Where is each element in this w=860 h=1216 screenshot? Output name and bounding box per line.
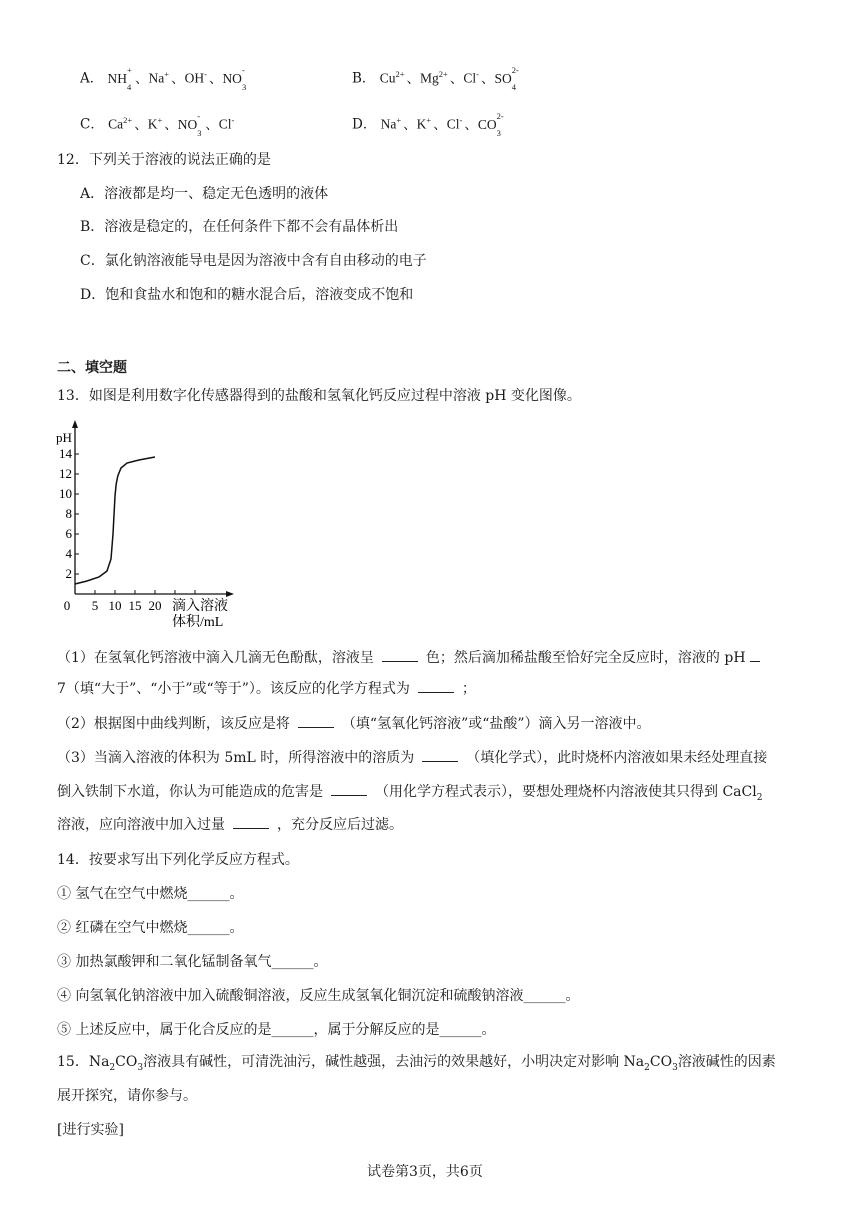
y-tick-label: 2 [65,566,72,581]
ion-mg: $Mg^{2+}$ [420,69,448,86]
option-letter: A． [80,70,104,87]
q14-item-2: ② 红磷在空气中燃烧______。 [57,920,244,936]
ion-cl: Cl- [446,115,463,132]
q13-stem: 13．如图是利用数字化传感器得到的盐酸和氢氧化钙反应过程中溶液 pH 变化图像。 [57,388,581,404]
option-d: D． Na+ 、K+ 、Cl- 、CO 2- 3 [352,110,504,138]
x-tick-label: 15 [128,598,142,613]
ion-na: Na+ [148,69,170,86]
ph-chart [50,418,250,638]
q14-item-3: ③ 加热氯酸钾和二氧化锰制备氧气______。 [57,954,328,970]
ion-no3: NO - 3 [177,110,202,138]
answer-blank[interactable] [233,816,269,829]
ion-so4: SO 2- 4 [494,64,519,92]
q14-item-5: ⑤ 上述反应中，属于化合反应的是______，属于分解反应的是______。 [57,1022,496,1038]
q13-part3-line1: （3）当滴入溶液的体积为 5mL 时，所得溶液中的溶质为 （填化学式），此时烧杯内溶液如果未经处理直接 [57,750,768,766]
ion-ca: $Ca^{2+}$ [108,115,133,132]
ion-na: Na+ [380,115,402,132]
x-tick-label: 5 [91,598,99,613]
option-b: B． $Cu^{2+}$ 、$Mg^{2+}$ 、Cl- 、SO 2- 4 [352,64,519,92]
q14-stem: 14．按要求写出下列化学反应方程式。 [57,852,299,868]
q15-line3: [进行实验] [57,1122,124,1138]
x-axis-label-line1: 滴入溶液 [172,599,228,614]
ion-cl: Cl- [218,115,235,132]
answer-blank[interactable] [422,749,458,762]
option-letter: B． [352,70,376,87]
y-tick-label: 12 [59,466,72,481]
q13-part1-line1: （1）在氢氧化钙溶液中滴入几滴无色酚酞，溶液呈 色；然后滴加稀盐酸至恰好完全反应时，溶液的 pH [57,648,760,668]
answer-blank[interactable] [382,649,418,662]
q15-line2: 展开探究，请你参与。 [57,1088,197,1104]
q15-line1: 15．$Na_2CO_3$溶液具有碱性，可清洗油污，碱性越强，去油污的效果越好，小明决定对影响 $Na_2CO_3$溶液碱性的因素 [57,1054,776,1073]
option-letter: C． [80,116,104,133]
q14-item-4: ④ 向氢氧化钠溶液中加入硫酸铜溶液，反应生成氢氧化铜沉淀和硫酸钠溶液______。 [57,988,580,1004]
section-title: 二、填空题 [57,360,127,376]
q12-option-d: D．饱和食盐水和饱和的糖水混合后，溶液变成不饱和 [80,287,414,303]
ph-curve [75,457,155,584]
x-tick-label: 10 [108,598,122,613]
q13-part1-line2: 7（填“大于”、“小于”或“等于”）。该反应的化学方程式为 ； [57,681,476,697]
ion-cu: $Cu^{2+}$ [379,69,405,86]
y-tick-label: 4 [65,546,72,561]
ion-cl: Cl- [463,69,479,86]
ion-k: K+ [416,115,432,132]
q12-option-b: B．溶液是稳定的，在任何条件下都不会有晶体析出 [80,219,399,235]
ion-no3: NO - 3 [222,64,247,92]
ion-nh4: NH + 4 [107,64,132,92]
option-letter: D． [352,116,377,133]
answer-blank[interactable] [298,715,334,728]
answer-blank[interactable] [331,783,367,796]
ion-co3: CO 2- 3 [477,110,504,138]
y-tick-label: 14 [59,446,72,461]
q13-part3-line3: 溶液，应向溶液中加入过量 ，充分反应后过滤。 [57,817,403,833]
y-axis-arrow [72,420,78,428]
q14-item-1: ① 氢气在空气中燃烧______。 [57,886,244,902]
ion-oh: OH- [184,69,207,86]
answer-blank[interactable] [418,680,454,693]
option-c: C． $Ca^{2+}$ 、K+ 、NO - 3 、Cl- [80,110,235,138]
x-tick-label: 0 [63,598,71,613]
y-axis-label: pH [56,430,72,445]
option-a: A． NH + 4 、Na+ 、OH- 、NO - 3 [80,64,247,92]
x-axis-label-line2: 体积/mL [172,615,224,630]
q12-stem: 12．下列关于溶液的说法正确的是 [57,152,271,168]
ion-k: K+ [147,115,163,132]
y-tick-label: 8 [65,506,72,521]
x-axis-arrow [226,591,234,597]
y-tick-label: 10 [59,486,72,501]
page-footer: 试卷第3页，共6页 [367,1164,483,1180]
x-tick-label: 20 [148,598,162,613]
q13-part2: （2）根据图中曲线判断，该反应是将 （填“氢氧化钙溶液”或“盐酸”）滴入另一溶液中。 [57,716,651,732]
q12-option-c: C．氯化钠溶液能导电是因为溶液中含有自由移动的电子 [80,253,427,269]
q13-part3-line2: 倒入铁制下水道，你认为可能造成的危害是 （用化学方程式表示），要想处理烧杯内溶液使其只得到 CaCl$_2$ [57,784,763,803]
y-tick-label: 6 [65,526,72,541]
answer-blank[interactable] [750,649,760,662]
q12-option-a: A．溶液都是均一、稳定无色透明的液体 [80,186,329,202]
